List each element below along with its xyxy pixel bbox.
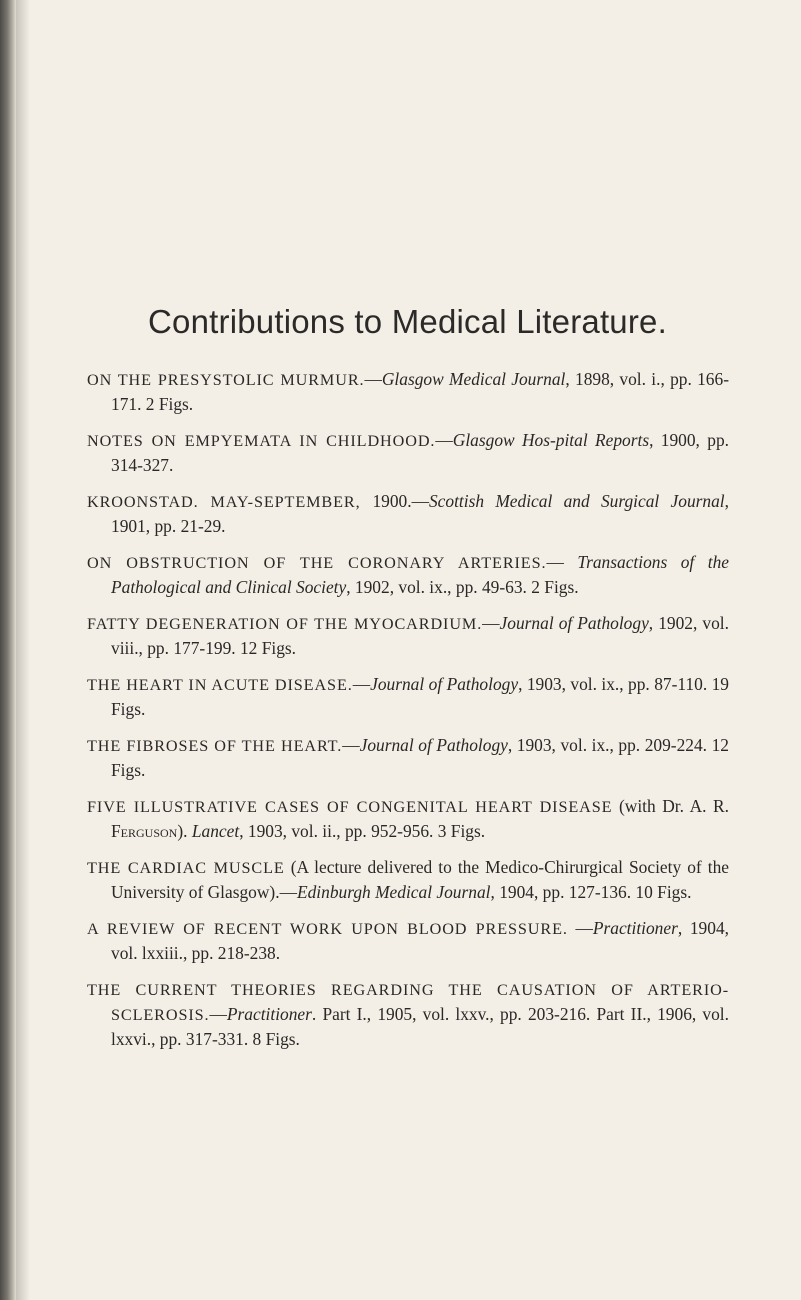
entry-title: ON OBSTRUCTION OF THE CORONARY ARTERIES. [87,554,547,572]
citation-details: , 1900, pp. 314-327. [111,430,729,475]
entry-title: A REVIEW OF RECENT WORK UPON BLOOD PRESSURE. [87,920,568,938]
entry-title: THE CARDIAC MUSCLE [87,859,285,877]
entry-note: (A lecture delivered to the Medico-Chirurgical Society of the University of Glasgow). [111,857,729,902]
entry-title: ON THE PRESYSTOLIC MURMUR. [87,371,365,389]
citation-details: , 1903, vol. ix., pp. 209-224. 12 Figs. [111,735,729,780]
entry-fatty-degeneration: FATTY DEGENERATION OF THE MYOCARDIUM.—Journal of Pathology, 1902, vol. viii., pp. 177-199. 12 Figs. [87,613,729,658]
journal-name: Journal of Pathology [499,613,649,633]
entry-presystolic-murmur: ON THE PRESYSTOLIC MURMUR.—Glasgow Medical Journal, 1898, vol. i., pp. 166-171. 2 Figs. [87,369,729,414]
book-binding-edge [0,0,16,1300]
citation-details: , 1902, vol. ix., pp. 49-63. 2 Figs. [346,577,579,597]
entry-heart-acute-disease: THE HEART IN ACUTE DISEASE.—Journal of Pathology, 1903, vol. ix., pp. 87-110. 19 Figs. [87,674,729,719]
entry-congenital-heart-disease: FIVE ILLUSTRATIVE CASES OF CONGENITAL HEART DISEASE (with Dr. A. R. Ferguson). Lancet, 1903, vol. ii., pp. 952-956. 3 Figs. [87,796,729,841]
journal-name: Journal of Pathology [370,674,519,694]
journal-name: Practitioner [592,918,678,938]
entry-title: THE CURRENT THEORIES REGARDING THE CAUSATION OF ARTERIO-SCLEROSIS. [87,981,729,1024]
entry-fibroses-heart: THE FIBROSES OF THE HEART.—Journal of Pathology, 1903, vol. ix., pp. 209-224. 12 Figs. [87,735,729,780]
bibliography-list [87,367,729,1063]
journal-name: Practitioner [226,1004,312,1024]
entry-title: THE HEART IN ACUTE DISEASE. [87,676,353,694]
journal-name: Journal of Pathology [359,735,508,755]
citation-details: , 1901, pp. 21-29. [111,491,729,536]
journal-name: Edinburgh Medical Journal [296,882,491,902]
entry-title: FIVE ILLUSTRATIVE CASES OF CONGENITAL HEART DISEASE [87,798,613,816]
entry-blood-pressure: A REVIEW OF RECENT WORK UPON BLOOD PRESSURE. —Practitioner, 1904, vol. lxxiii., pp. 218-238. [87,918,729,963]
entry-cardiac-muscle: THE CARDIAC MUSCLE (A lecture delivered to the Medico-Chirurgical Society of the University of Glasgow).—Edinburgh Medical Journal, 1904, pp. 127-136. 10 Figs. [87,857,729,902]
entry-title-year: 1900. [372,491,412,511]
journal-name: Glasgow Hos-pital Reports [452,430,650,450]
journal-name: Lancet [191,821,240,841]
entry-arterio-sclerosis: THE CURRENT THEORIES REGARDING THE CAUSATION OF ARTERIO-SCLEROSIS.—Practitioner. Part I., 1905, vol. lxxv., pp. 203-216. Part II., 1906, vol. lxxvi., pp. 317-331. 8 Figs. [87,981,729,1049]
citation-details: , 1904, pp. 127-136. 10 Figs. [490,882,692,902]
entry-title: THE FIBROSES OF THE HEART. [87,737,343,755]
citation-details: , 1903, vol. ix., pp. 87-110. 19 Figs. [111,674,729,719]
entry-title: FATTY DEGENERATION OF THE MYOCARDIUM. [87,615,483,633]
journal-name: Glasgow Medical Journal [381,369,566,389]
journal-name: Scottish Medical and Surgical Journal [428,491,725,511]
citation-details: . Part I., 1905, vol. lxxv., pp. 203-216. Part II., 1906, vol. lxxvi., pp. 317-331. 8 Figs. [111,1004,729,1049]
entry-title: KROONSTAD. MAY-SEPTEMBER, [87,493,373,511]
page-title: Contributions to Medical Literature. [148,303,667,340]
entry-coronary-arteries: ON OBSTRUCTION OF THE CORONARY ARTERIES.— Transactions of the Pathological and Clinical Society, 1902, vol. ix., pp. 49-63. 2 Figs. [87,552,730,597]
entry-kroonstad: KROONSTAD. MAY-SEPTEMBER, 1900.—Scottish Medical and Surgical Journal, 1901, pp. 21-29. [87,491,729,536]
coauthor-name: Ferguson [111,821,178,841]
entry-title: NOTES ON EMPYEMATA IN CHILDHOOD. [87,432,436,450]
citation-details: , 1903, vol. ii., pp. 952-956. 3 Figs. [239,821,486,841]
citation-details: , 1898, vol. i., pp. 166-171. 2 Figs. [111,369,729,414]
citation-details: , 1902, vol. viii., pp. 177-199. 12 Figs. [111,613,729,658]
entry-empyemata: NOTES ON EMPYEMATA IN CHILDHOOD.—Glasgow Hos-pital Reports, 1900, pp. 314-327. [87,430,729,475]
binding-shadow [16,0,30,1300]
journal-name: Transactions of the Pathological and Clinical Society [111,552,730,597]
citation-details: , 1904, vol. lxxiii., pp. 218-238. [111,918,729,963]
